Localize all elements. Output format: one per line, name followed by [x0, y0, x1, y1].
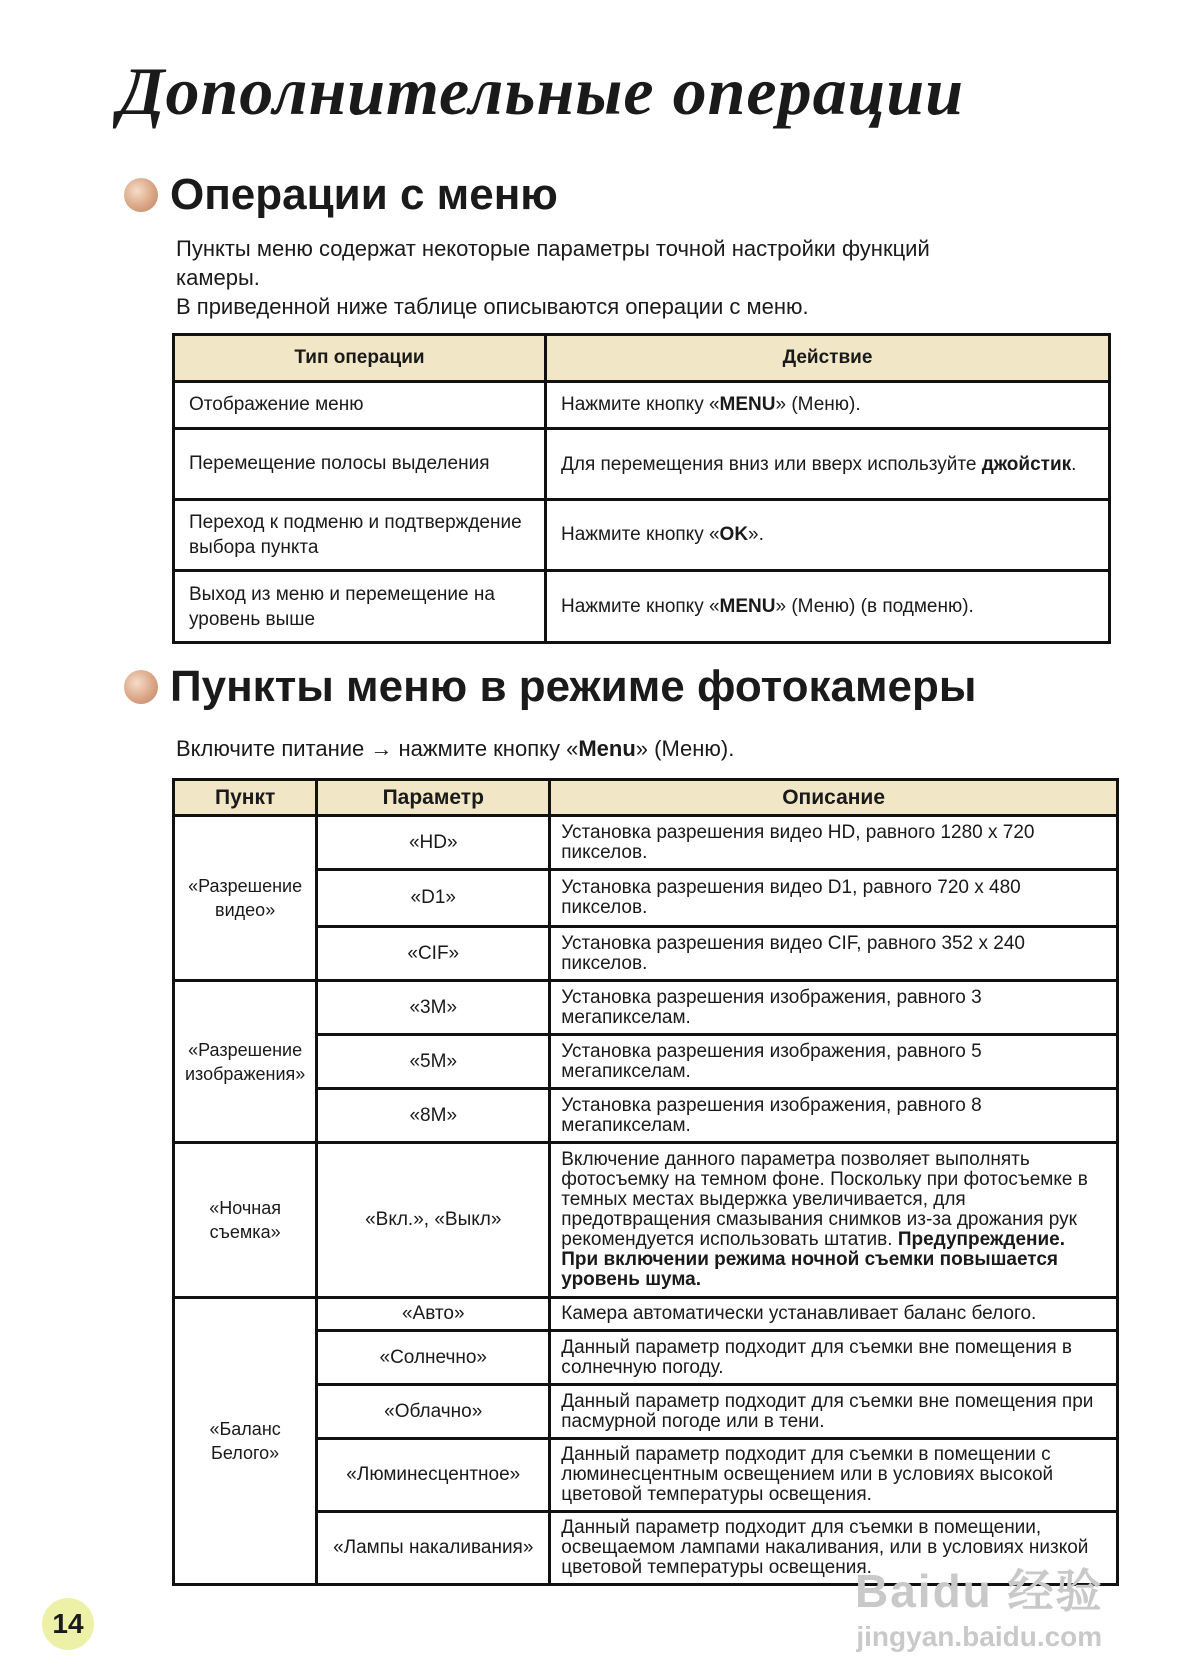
menu-param: «Облачно»: [317, 1385, 550, 1439]
menu-param: «3M»: [317, 981, 550, 1035]
section-title: Операции с меню: [170, 170, 558, 219]
section-title: Пункты меню в режиме фотокамеры: [170, 662, 977, 711]
menu-param: «5M»: [317, 1035, 550, 1089]
section-menu-operations: [124, 170, 930, 321]
section-intro: Включите питание → нажмите кнопку «Menu» (Меню).: [176, 736, 735, 761]
menu-param: «Люминесцентное»: [317, 1439, 550, 1512]
menu-operations-table: [172, 333, 1111, 644]
column-header: Параметр: [317, 780, 550, 816]
menu-desc: Данный параметр подходит для съемки в помещении с люминесцентным освещением или в условиях высокой цветовой температуры освещения.: [550, 1439, 1118, 1512]
menu-desc: Данный параметр подходит для съемки в помещении, освещаемом лампами накаливания, или в условиях низкой цветовой температуры освещения.: [550, 1512, 1118, 1585]
section-camera-menu: [124, 662, 976, 763]
menu-param: «HD»: [317, 816, 550, 870]
operation-action: Нажмите кнопку «MENU» (Меню).: [546, 382, 1110, 429]
table-row: [174, 500, 1110, 571]
section-bullet-icon: [124, 670, 158, 704]
menu-param: «Солнечно»: [317, 1331, 550, 1385]
menu-desc: Данный параметр подходит для съемки вне помещения в солнечную погоду.: [550, 1331, 1118, 1385]
operation-type: Переход к подменю и подтверждение выбора пункта: [174, 500, 546, 571]
menu-desc: Установка разрешения изображения, равного 8 мегапикселам.: [550, 1089, 1118, 1143]
menu-desc: Камера автоматически устанавливает баланс белого.: [550, 1298, 1118, 1331]
menu-item: «Разрешение видео»: [174, 816, 317, 981]
operation-type: Перемещение полосы выделения: [174, 429, 546, 500]
table-row: [174, 816, 1118, 870]
watermark: [855, 1555, 1104, 1653]
column-header: Действие: [546, 335, 1110, 382]
operation-action: Нажмите кнопку «MENU» (Меню) (в подменю).: [546, 571, 1110, 643]
operation-action: Нажмите кнопку «OK».: [546, 500, 1110, 571]
table-row: [174, 981, 1118, 1035]
menu-item: «Ночная съемка»: [174, 1143, 317, 1298]
menu-desc: Установка разрешения видео D1, равного 720 x 480 пикселов.: [550, 870, 1118, 927]
table-row: [174, 429, 1110, 500]
menu-param: «CIF»: [317, 927, 550, 981]
menu-desc: Установка разрешения видео HD, равного 1280 x 720 пикселов.: [550, 816, 1118, 870]
column-header: Пункт: [174, 780, 317, 816]
menu-param: «Вкл.», «Выкл»: [317, 1143, 550, 1298]
menu-param: «Авто»: [317, 1298, 550, 1331]
menu-desc: Установка разрешения изображения, равного 5 мегапикселам.: [550, 1035, 1118, 1089]
operation-type: Выход из меню и перемещение на уровень выше: [174, 571, 546, 643]
page-number: 14: [42, 1598, 94, 1650]
table-row: [174, 571, 1110, 643]
section-intro: Пункты меню содержат некоторые параметры точной настройки функций камеры. В приведенной ниже таблице описываются операции с меню.: [176, 236, 930, 319]
menu-param: «8M»: [317, 1089, 550, 1143]
menu-desc: Включение данного параметра позволяет выполнять фотосъемку на темном фоне. Поскольку при фотосъемке в темных местах выдержка увеличивается, для предотвращения смазывания снимков из-за дрожания рук рекомендуется использовать штатив. Предупреждение. При включении режима ночной съемки повышается уровень шума.: [550, 1143, 1118, 1298]
camera-menu-table: [172, 778, 1119, 1586]
menu-desc: Данный параметр подходит для съемки вне помещения при пасмурной погоде или в тени.: [550, 1385, 1118, 1439]
operation-action: Для перемещения вниз или вверх используйте джойстик.: [546, 429, 1110, 500]
menu-desc: Установка разрешения видео CIF, равного 352 x 240 пикселов.: [550, 927, 1118, 981]
table-row: [174, 1298, 1118, 1331]
watermark-url: jingyan.baidu.com: [856, 1621, 1103, 1652]
menu-param: «Лампы накаливания»: [317, 1512, 550, 1585]
watermark-logo: Baidu 经验: [855, 1565, 1104, 1617]
table-row: [174, 1143, 1118, 1298]
table-row: [174, 382, 1110, 429]
menu-desc: Установка разрешения изображения, равного 3 мегапикселам.: [550, 981, 1118, 1035]
page-title: Дополнительные операции: [118, 53, 965, 129]
menu-item: «Разрешение изображения»: [174, 981, 317, 1143]
operation-type: Отображение меню: [174, 382, 546, 429]
menu-param: «D1»: [317, 870, 550, 927]
menu-item: «Баланс Белого»: [174, 1298, 317, 1585]
column-header: Описание: [550, 780, 1118, 816]
column-header: Тип операции: [174, 335, 546, 382]
section-bullet-icon: [124, 178, 158, 212]
